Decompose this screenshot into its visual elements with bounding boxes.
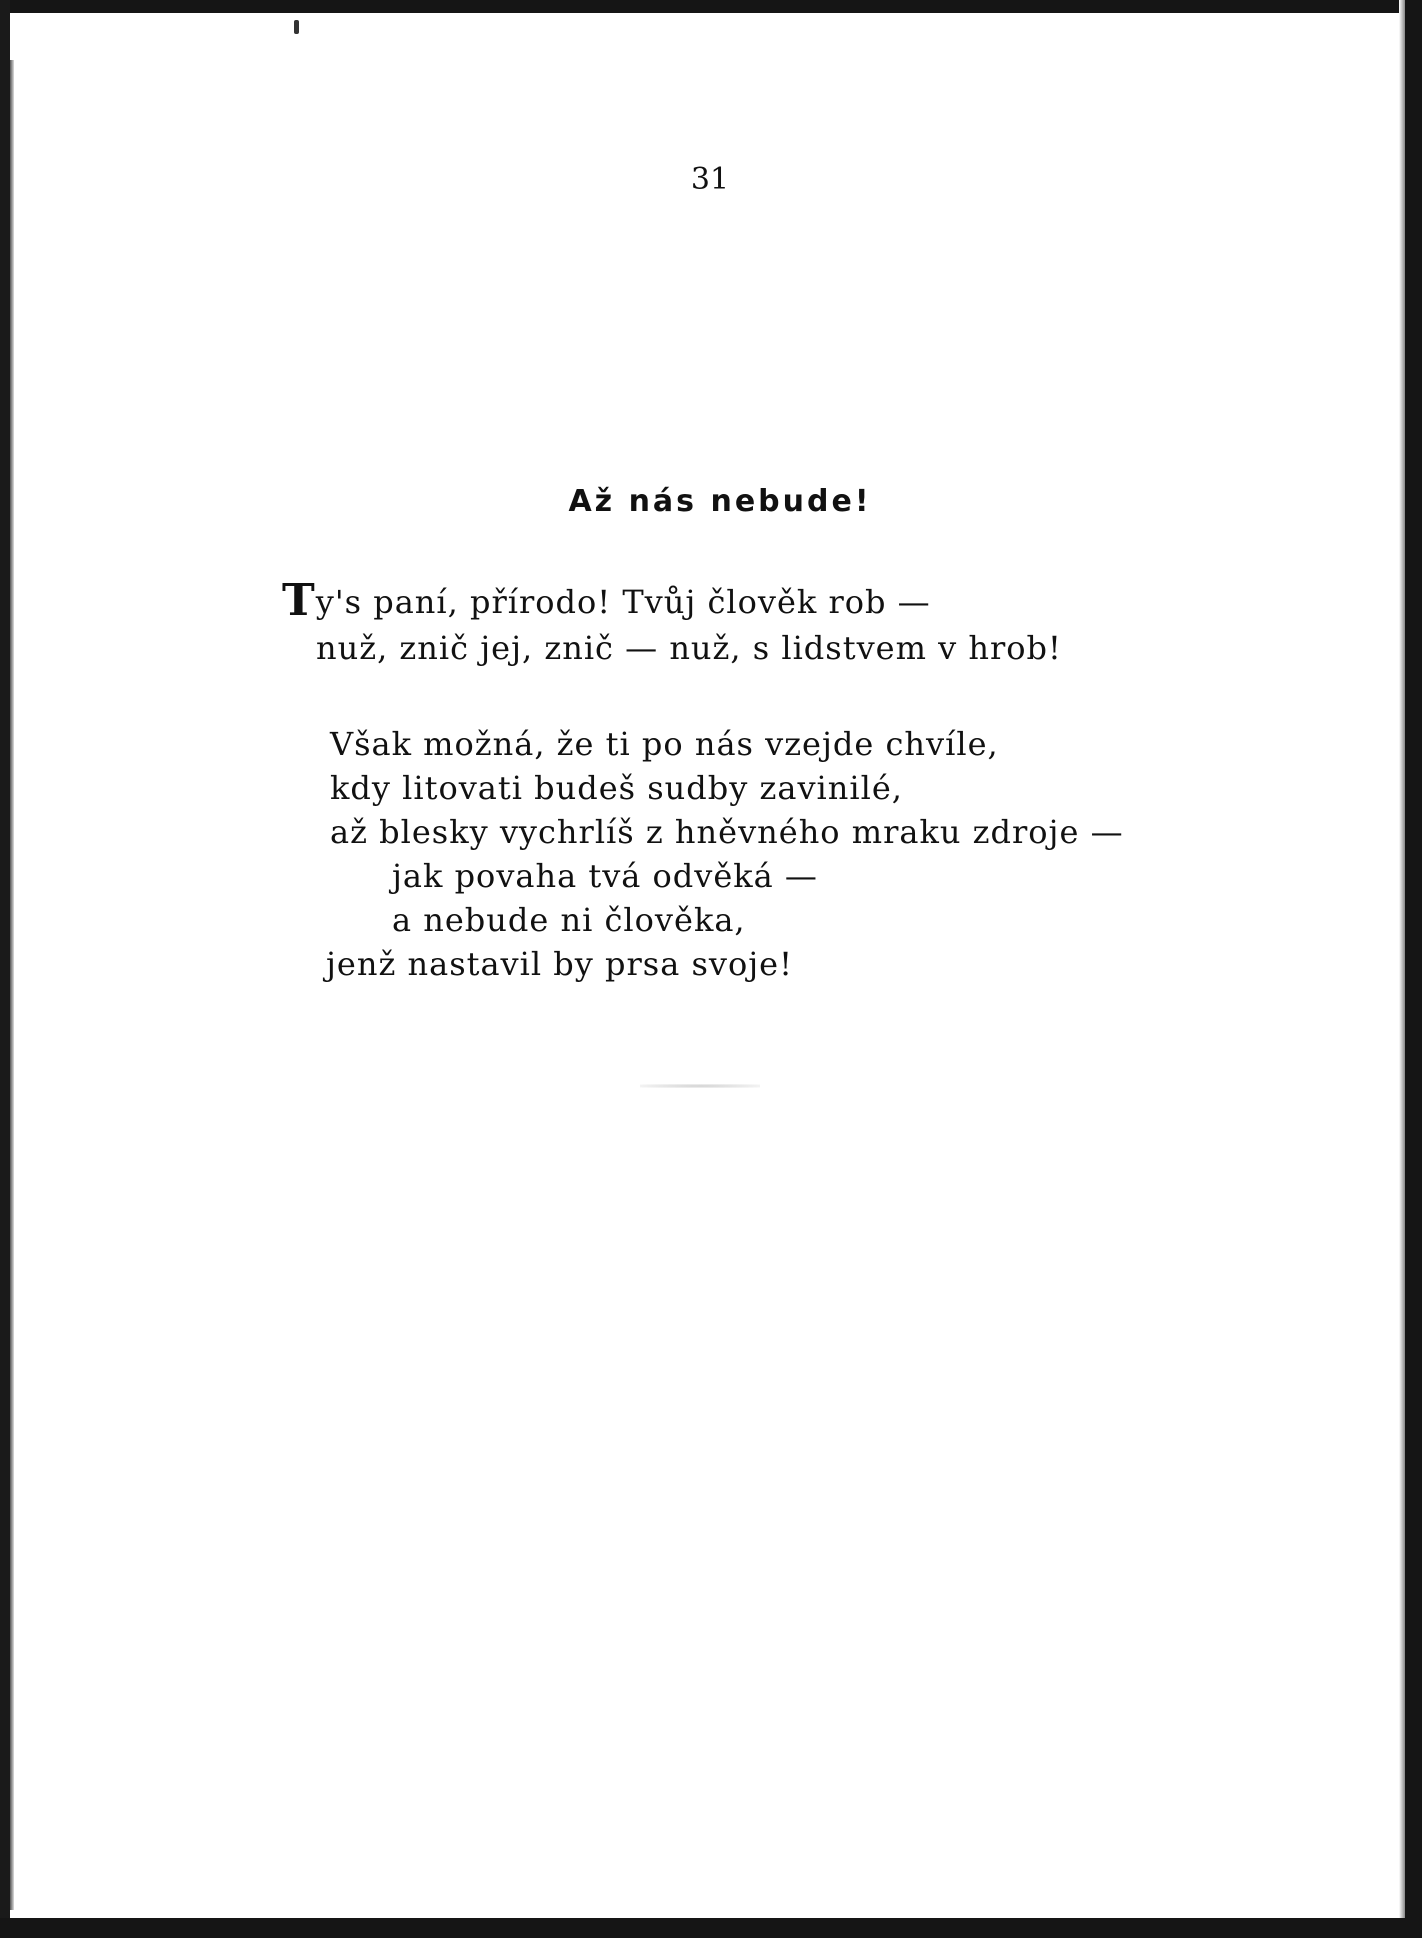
scan-border-top [0,0,1422,13]
page-gutter-shadow [10,60,14,1910]
poem-title: Až nás nebude! [568,484,872,519]
poem-line: kdy litovati budeš sudby zavinilé, [330,769,903,807]
drop-cap-initial: T [282,575,316,626]
ink-speck [294,20,299,34]
poem-line [282,575,931,626]
paper-smudge [640,1084,760,1088]
poem-line-text: y's paní, přírodo! Tvůj člověk rob — [315,583,931,621]
poem-line: nuž, znič jej, znič — nuž, s lidstvem v hrob! [316,629,1062,667]
poem-line: jenž nastavil by prsa svoje! [326,945,793,983]
poem-line: až blesky vychrlíš z hněvného mraku zdroje — [330,813,1124,851]
scan-border-bottom [0,1918,1422,1938]
poem-line: Však možná, že ti po nás vzejde chvíle, [330,725,999,763]
page-number: 31 [690,162,730,197]
poem-line: jak povaha tvá odvěká — [392,857,818,895]
scan-border-right [1405,0,1422,1938]
poem-line: a nebude ni člověka, [392,901,746,939]
scan-border-left [0,0,10,1938]
